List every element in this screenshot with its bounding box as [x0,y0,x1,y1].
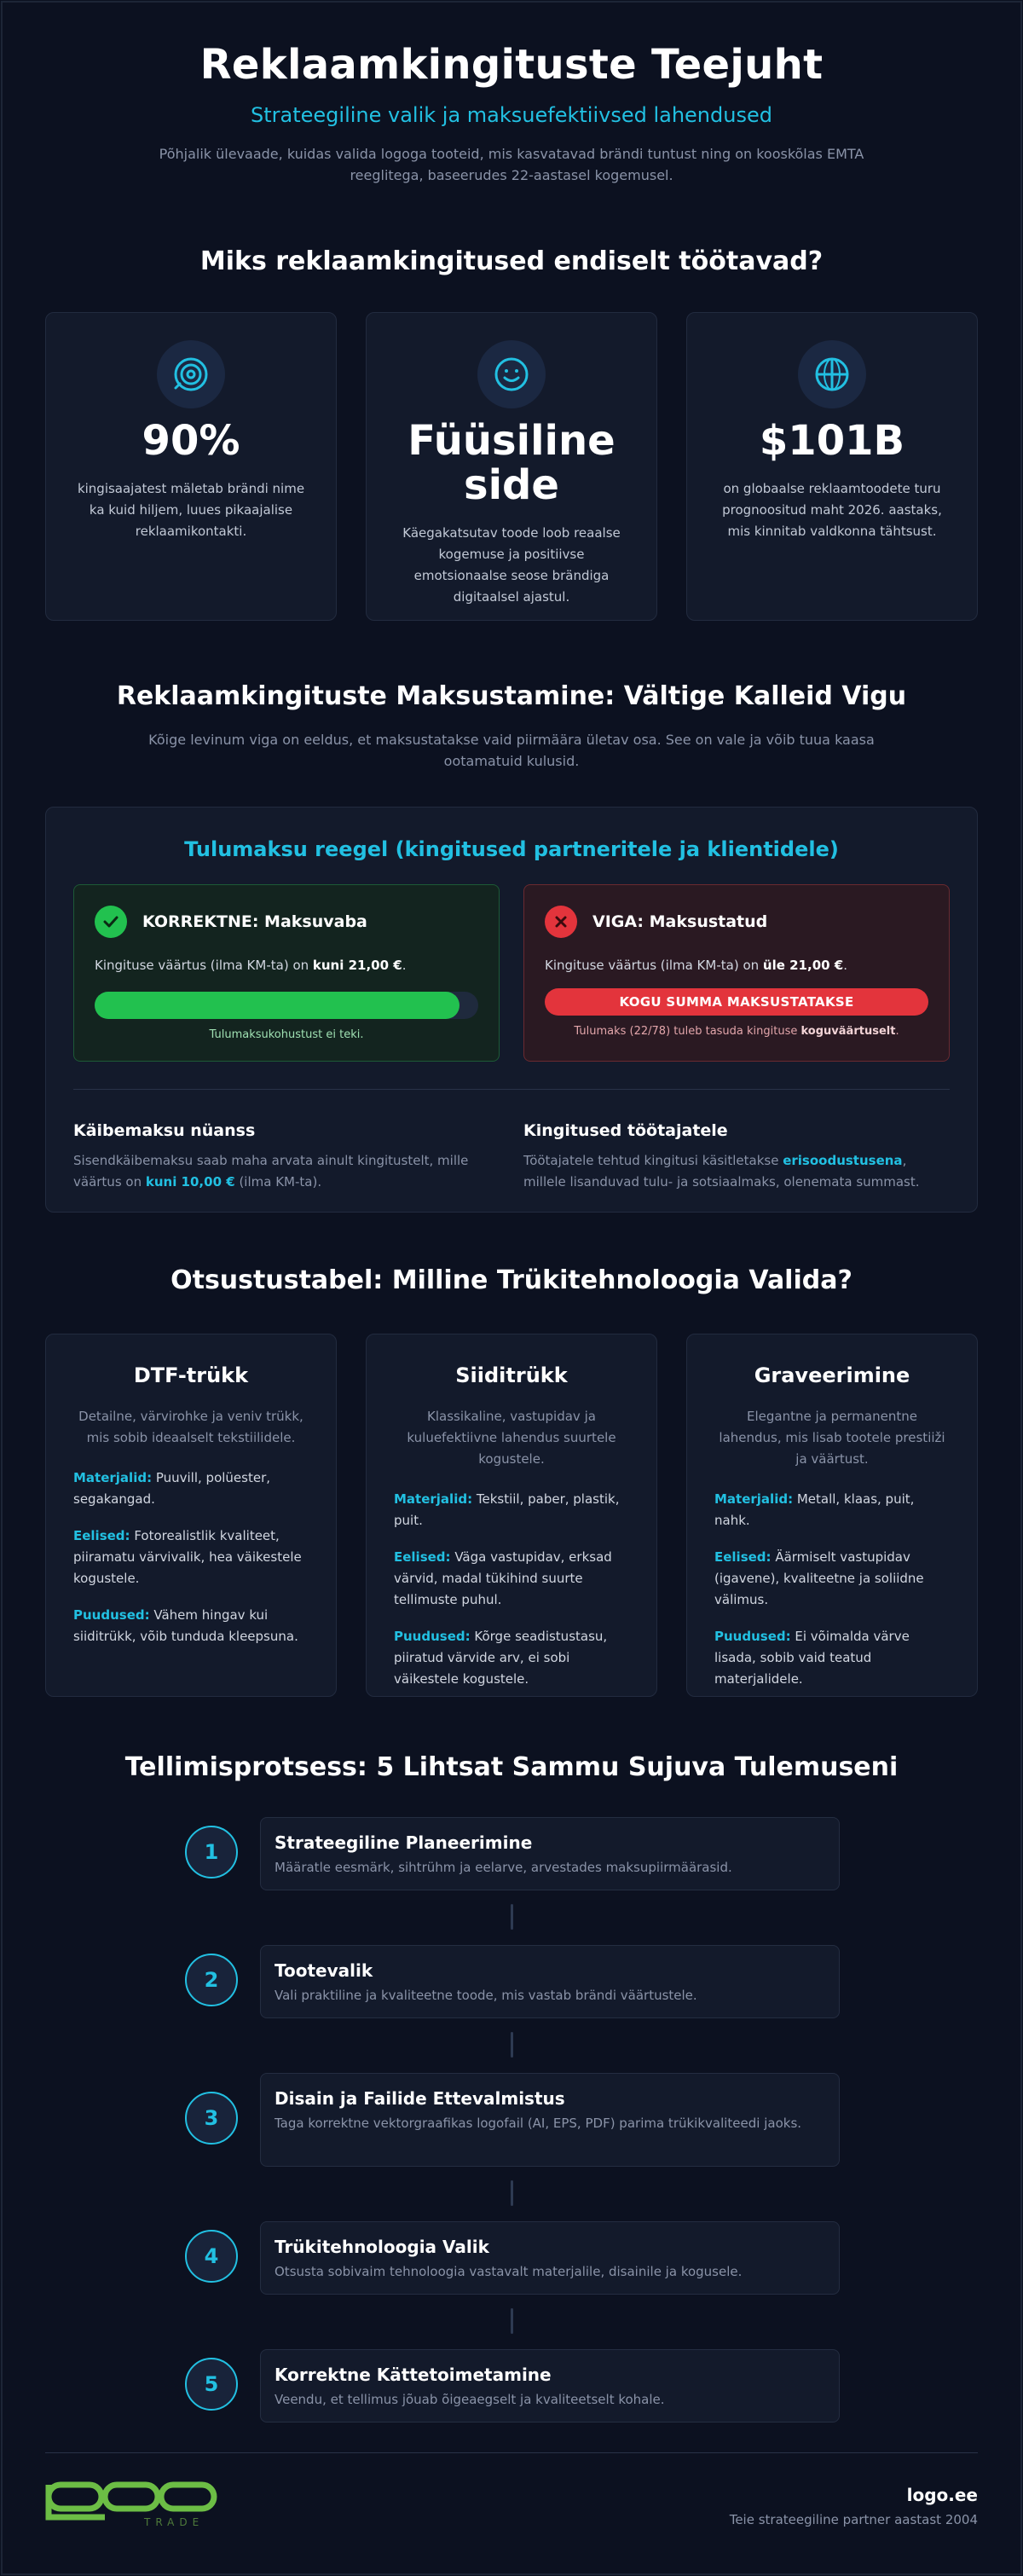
step-card [260,2349,840,2423]
step-number: 2 [185,1954,238,2006]
vat-nuance [73,1120,500,1193]
tech-cons: Puudused: Ei võimalda värve lisada, sobib vaid teatud materjalidele. [714,1629,910,1687]
tax-section-description: Kõige levinum viga on eeldus, et maksustatakse vaid piirmäära ületav osa. See on vale ja võib tuua kaasa ootamatuid kulusid. [148,732,875,769]
tax-extras-row [73,1120,950,1193]
income-tax-rule-box [45,807,978,1213]
page-title: Reklaamkingituste Teejuht [199,41,824,89]
step-card [260,2073,840,2167]
logo-trade-logo[interactable] [45,2478,224,2533]
step-connector [511,2032,513,2058]
step-card [260,2221,840,2295]
step-title: Korrektne Kättetoimetamine [275,2365,552,2385]
rule-wrong-card [523,884,950,1062]
tech-section-title: Otsustustabel: Milline Trükitehnoloogia Valida? [170,1265,852,1295]
stat-value: $101B [759,417,905,465]
employee-gifts [523,1120,950,1193]
tech-pros: Eelised: Fotorealistlik kvaliteet, piiramatu värvivalik, hea väikestele kogustele. [73,1528,302,1586]
rule-correct-card [73,884,500,1062]
step-text: Veendu, et tellimus jõuab õigeaegselt ja kvaliteetselt kohale. [275,2392,665,2407]
stat-card-recall [45,312,337,621]
tech-card-dtf [45,1334,337,1697]
tech-description: Elegantne ja permanentne lahendus, mis lisab tootele prestiiži ja väärtust. [719,1409,945,1467]
rule-header [545,906,928,938]
tech-materials: Materjalid: Metall, klaas, puit, nahk. [714,1491,915,1528]
employee-gifts-title: Kingitused töötajatele [523,1121,728,1140]
stat-value: Füüsiline side [407,417,616,509]
stat-card-physical [366,312,657,621]
tech-description: Klassikaline, vastupidav ja kuluefektiivne lahendus suurtele kogustele. [407,1409,616,1467]
why-section-title: Miks reklaamkingitused endiselt töötavad? [199,246,824,276]
tech-card-engraving [686,1334,978,1697]
stat-description: kingisaajatest mäletab brändi nime ka kuid hiljem, luues pikaajalise reklaamikontakti. [77,481,305,539]
step-card [260,1817,840,1890]
svg-text:TRADE: TRADE [144,2516,205,2528]
footer-info [730,2484,978,2528]
tech-name: DTF-trükk [133,1363,249,1387]
step-connector [511,1904,513,1930]
step-connector [511,2308,513,2334]
tech-cards-row [45,1334,978,1697]
tech-name: Siiditrükk [455,1363,568,1387]
step-text: Taga korrektne vektorgraafikas logofail (AI, EPS, PDF) parima trükikvaliteedi jaoks. [275,2116,802,2131]
footer-tagline: Teie strateegiline partner aastast 2004 [729,2512,978,2527]
tech-pros: Eelised: Väga vastupidav, erksad värvid, madal tükihind suurte tellimuste puhul. [394,1549,612,1607]
rules-row [73,884,950,1062]
tech-name: Graveerimine [754,1363,910,1387]
divider [73,1089,950,1090]
tax-section-title: Reklaamkingituste Maksustamine: Vältige Kalleid Vigu [116,681,907,711]
step-title: Tootevalik [275,1960,373,1981]
step-number: 5 [185,2358,238,2411]
vat-text: Sisendkäibemaksu saab maha arvata ainult kingitustelt, mille väärtus on kuni 10,00 € (ilma KM-ta). [73,1153,469,1190]
stat-description: on globaalse reklaamtoodete turu prognoositud maht 2026. aastaks, mis kinnitab valdkonna tähtsust. [722,481,942,539]
hero [45,0,978,186]
page-description: Põhjalik ülevaade, kuidas valida logoga tooteid, mis kasvatavad brändi tuntust ning on kooskõlas EMTA reeglitega, baseerudes 22-aastasel kogemusel. [159,146,864,183]
stat-card-market [686,312,978,621]
progress-fill [95,992,459,1019]
page-subtitle: Strateegiline valik ja maksuefektiivsed lahendused [251,103,772,127]
rule-note: Tulumaksukohustust ei teki. [209,1028,364,1041]
rule-text: Kingituse väärtus (ilma KM-ta) on kuni 21,00 €. [95,958,407,973]
rule-note: Tulumaks (22/78) tuleb tasuda kingituse koguväärtuselt. [574,1025,899,1038]
steps-section-title: Tellimisprotsess: 5 Lihtsat Sammu Sujuva Tulemuseni [124,1752,899,1782]
tech-cons: Puudused: Vähem hingav kui siiditrükk, võib tunduda kleepsuna. [73,1607,298,1644]
footer-site-link[interactable]: logo.ee [906,2485,978,2505]
tech-materials: Materjalid: Tekstiil, paber, plastik, puit. [394,1491,620,1528]
vat-title: Käibemaksu nüanss [73,1121,256,1140]
step-card [260,1945,840,2018]
rule-header [95,906,478,938]
tech-cons: Puudused: Kõrge seadistustasu, piiratud värvide arv, ei sobi väikestele kogustele. [394,1629,608,1687]
tech-card-screen-print [366,1334,657,1697]
rule-text: Kingituse väärtus (ilma KM-ta) on üle 21,00 €. [545,958,848,973]
fully-taxed-bar: KOGU SUMMA MAKSUSTATAKSE [545,988,928,1016]
employee-gifts-text: Töötajatele tehtud kingitusi käsitletakse erisoodustusena, millele lisanduvad tulu- ja sotsiaalmaks, olenemata summast. [523,1153,920,1190]
order-process-steps [45,1817,978,2414]
step-connector [511,2180,513,2206]
tech-materials: Materjalid: Puuvill, polüester, segakangad. [73,1470,271,1507]
footer-divider [45,2452,978,2453]
step-title: Strateegiline Planeerimine [275,1832,533,1853]
step-title: Trükitehnoloogia Valik [275,2237,489,2257]
tech-description: Detailne, värvirohke ja veniv trükk, mis sobib ideaalselt tekstiilidele. [78,1409,303,1445]
step-number: 3 [185,2092,238,2145]
step-text: Määratle eesmärk, sihtrühm ja eelarve, arvestades maksupiirmäärasid. [275,1860,732,1875]
step-title: Disain ja Failide Ettevalmistus [275,2088,565,2109]
step-number: 4 [185,2230,238,2283]
rule-title: KORREKTNE: Maksuvaba [142,912,367,931]
smiley-icon [477,340,546,408]
check-icon [95,906,127,938]
stat-description: Käegakatsutav toode loob reaalse kogemuse ja positiivse emotsionaalse seose brändiga digitaalsel ajastul. [402,525,621,605]
stats-row [45,312,978,621]
income-tax-rule-title: Tulumaksu reegel (kingitused partneritele ja klientidele) [184,837,839,861]
target-icon [157,340,225,408]
cross-icon [545,906,577,938]
globe-icon [798,340,866,408]
tech-pros: Eelised: Äärmiselt vastupidav (igavene), kvaliteetne ja soliidne välimus. [714,1549,924,1607]
rule-title: VIGA: Maksustatud [592,912,768,931]
stat-value: 90% [142,417,240,465]
step-number: 1 [185,1826,238,1878]
step-text: Vali praktiline ja kvaliteetne toode, mis vastab brändi väärtustele. [275,1988,697,2003]
step-text: Otsusta sobivaim tehnoloogia vastavalt materjalile, disainile ja kogusele. [275,2264,743,2279]
tax-free-progress-bar [95,992,478,1019]
